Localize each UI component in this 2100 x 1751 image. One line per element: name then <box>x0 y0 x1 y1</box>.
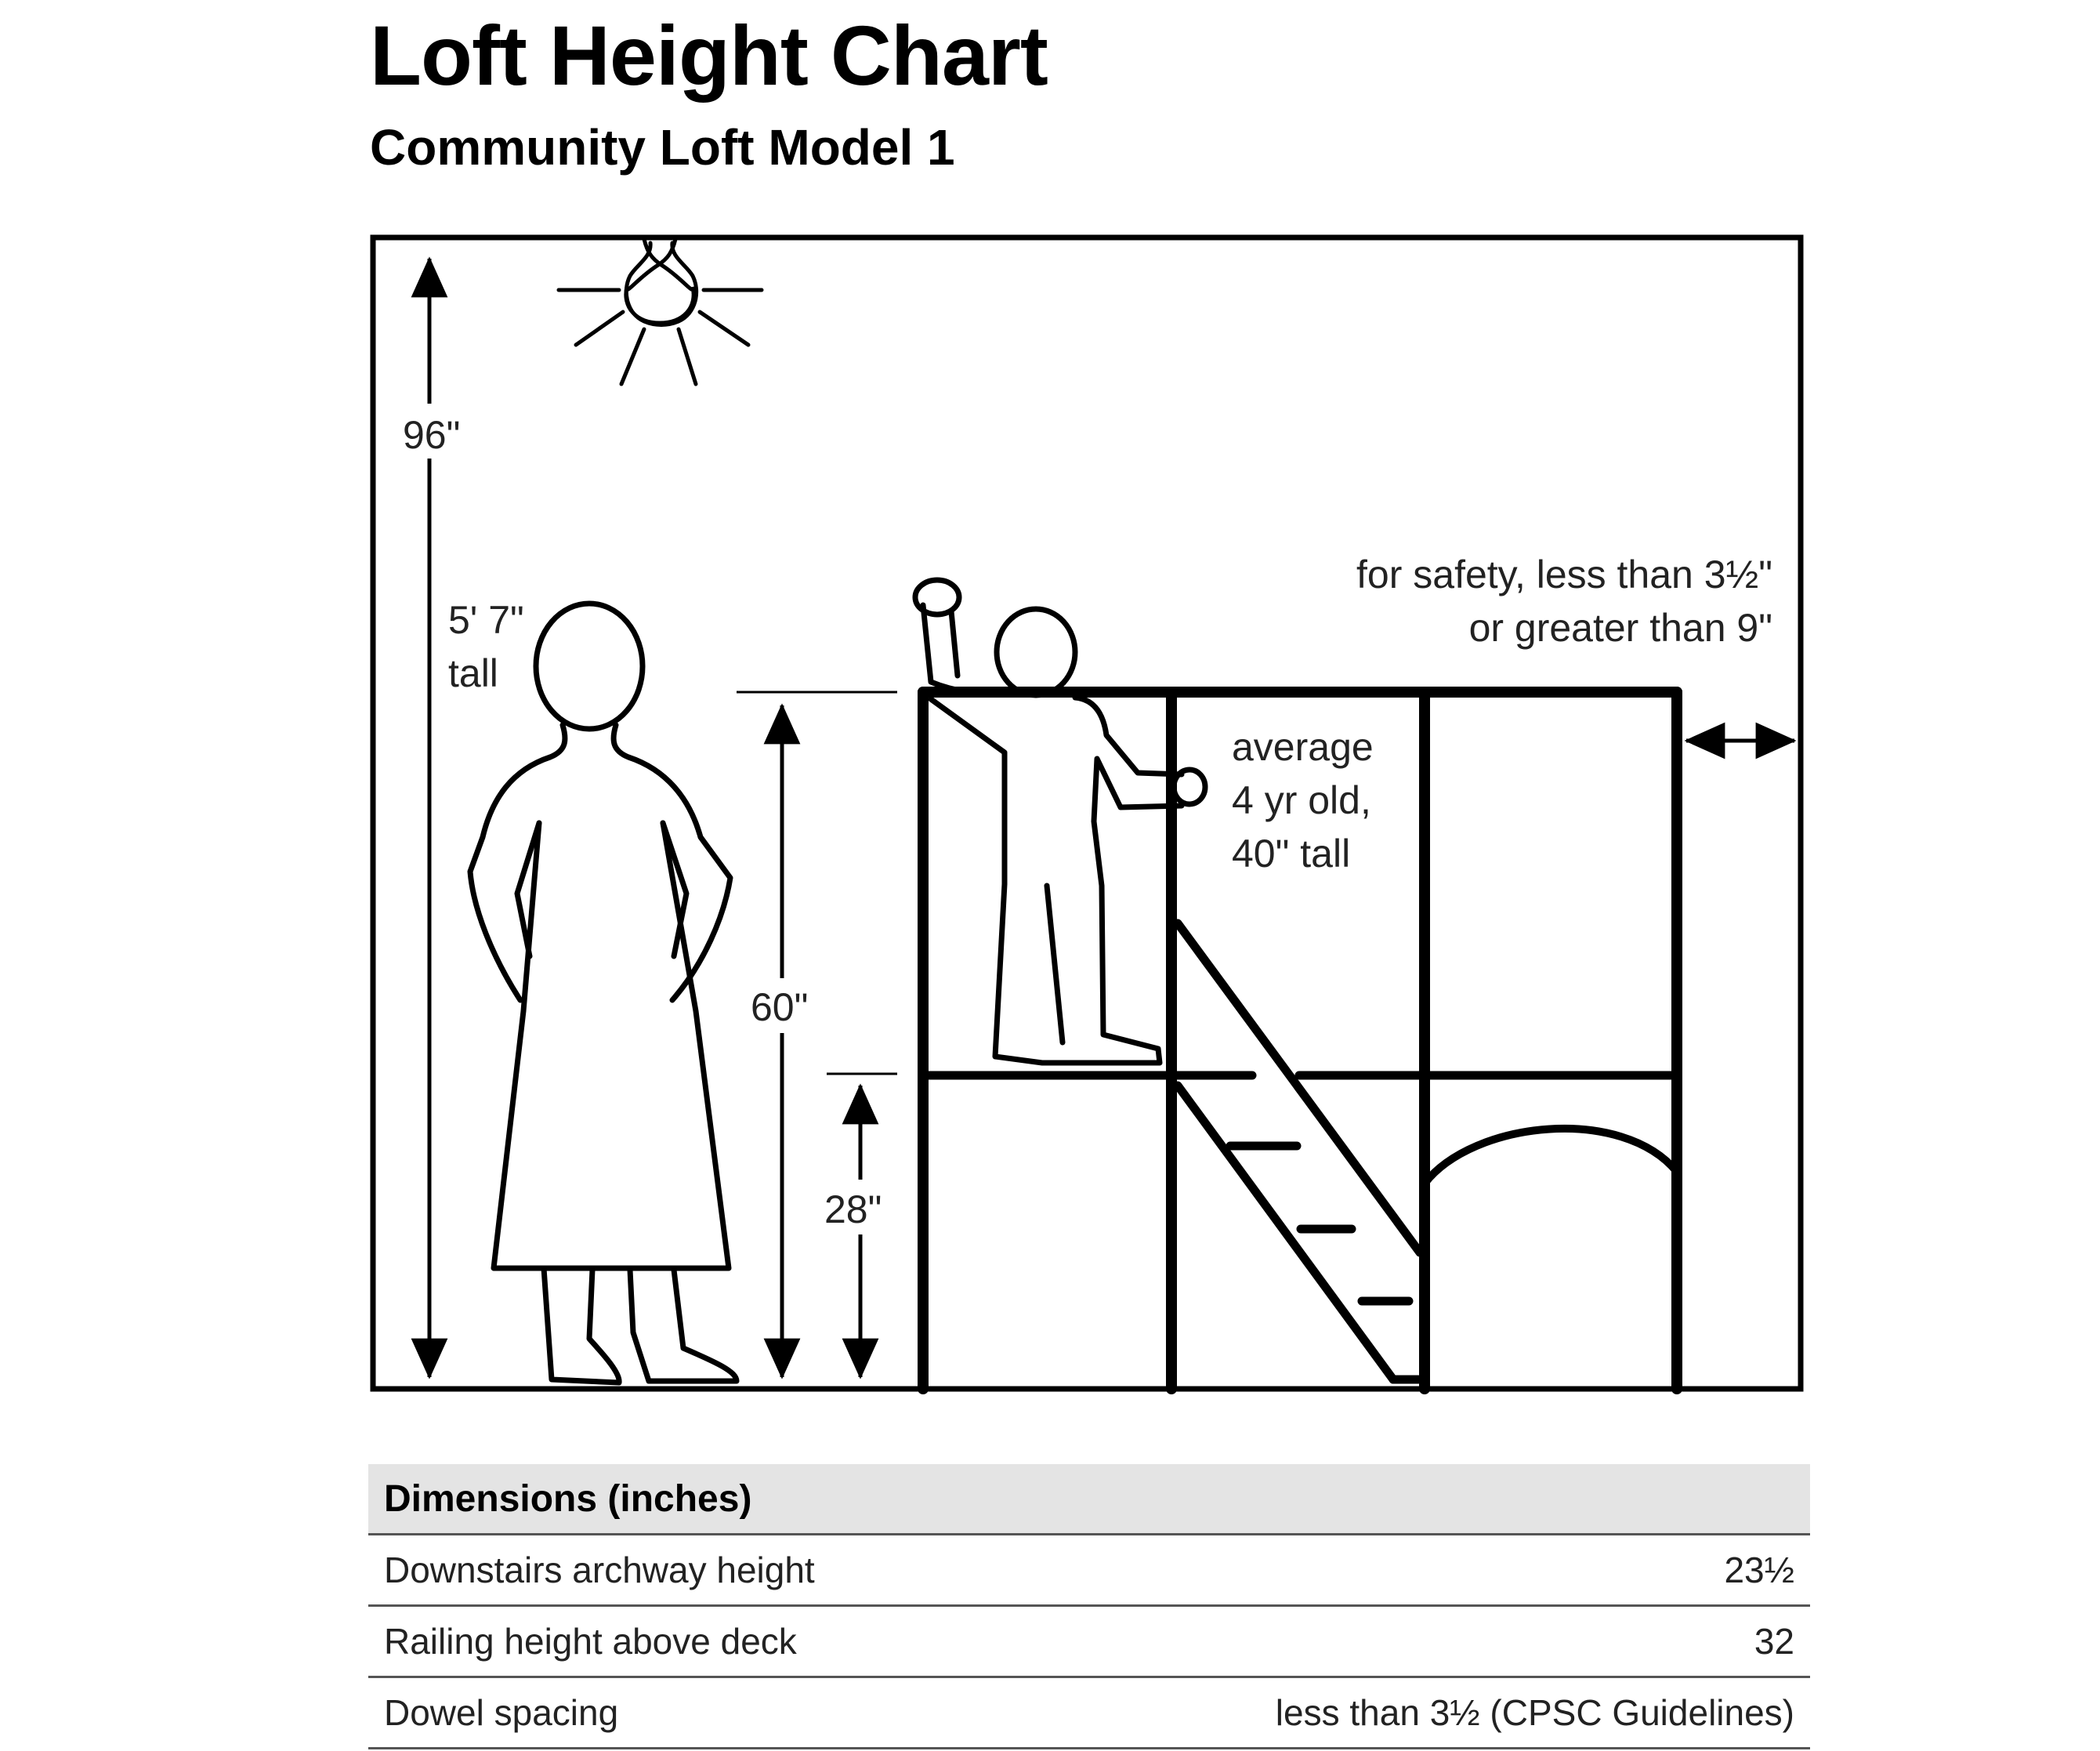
row-value: 32 <box>1026 1606 1810 1677</box>
child-label-line1: average <box>1232 725 1374 769</box>
adult-figure <box>470 604 737 1383</box>
ceiling-height-label: 96" <box>403 413 461 457</box>
page-subtitle: Community Loft Model 1 <box>370 119 955 176</box>
railing-top-height-label: 60" <box>751 985 809 1029</box>
row-value: 23½ <box>1026 1535 1810 1606</box>
deck-height-label: 28" <box>824 1187 882 1231</box>
table-header: Dimensions (inches) <box>368 1464 1810 1535</box>
room-frame <box>373 237 1801 1389</box>
adult-height-label-line1: 5' 7" <box>448 598 524 642</box>
table-row <box>368 1606 1810 1677</box>
table-row <box>368 1535 1810 1606</box>
table-header-row <box>368 1464 1810 1535</box>
dimensions-table <box>368 1464 1810 1749</box>
child-figure <box>915 580 1205 1063</box>
safety-note-line2: or greater than 9" <box>1468 606 1772 650</box>
railing-height-dimension <box>737 692 897 1377</box>
deck-height-dimension <box>823 1074 898 1377</box>
child-label-line3: 40" tall <box>1232 832 1351 876</box>
row-label: Railing height above deck <box>368 1606 1026 1677</box>
page-title: Loft Height Chart <box>370 8 1048 103</box>
row-label: Downstairs archway height <box>368 1535 1026 1606</box>
row-label: Dowel spacing <box>368 1677 1026 1749</box>
light-bulb-icon <box>559 239 762 384</box>
adult-height-label-line2: tall <box>448 651 498 695</box>
table-row <box>368 1677 1810 1749</box>
safety-note-line1: for safety, less than 3½" <box>1356 553 1772 596</box>
row-value: less than 3½ (CPSC Guidelines) <box>1026 1677 1810 1749</box>
child-label-line2: 4 yr old, <box>1232 778 1371 822</box>
ceiling-height-dimension <box>398 259 461 1377</box>
